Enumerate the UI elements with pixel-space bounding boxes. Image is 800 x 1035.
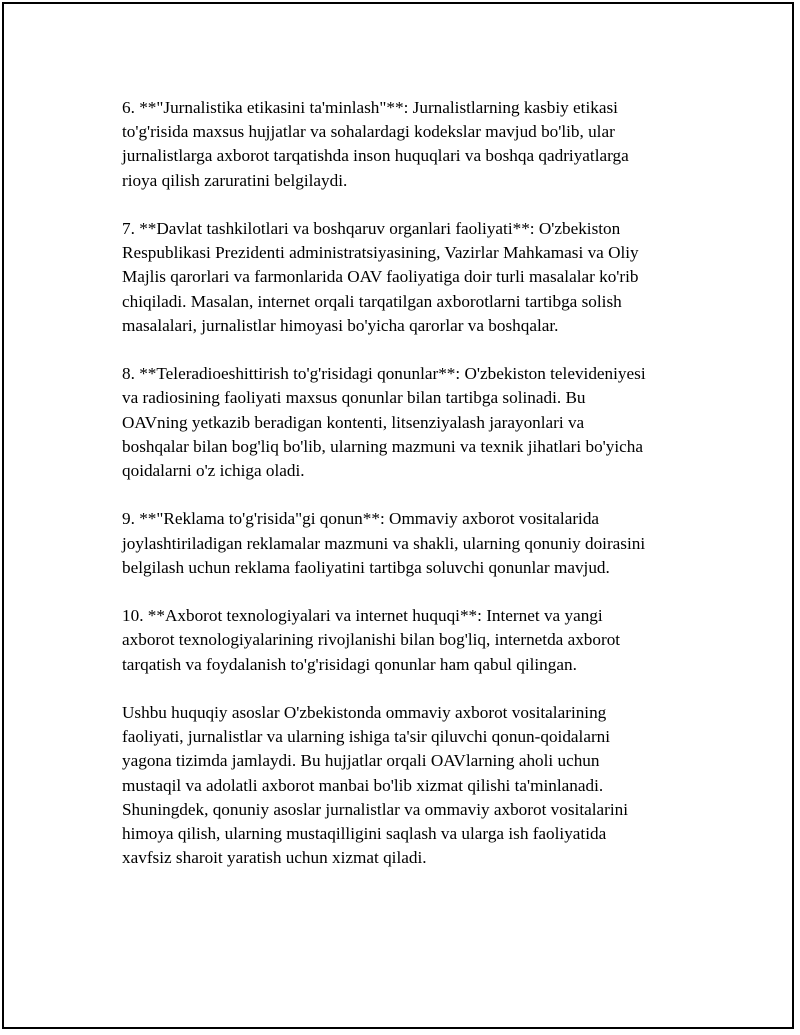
text-line: 7. **Davlat tashkilotlari va boshqaruv organlari faoliyati**: O'zbekiston xyxy=(122,219,621,238)
document-body xyxy=(122,96,692,895)
paragraph-item-6 xyxy=(122,96,692,193)
text-line: boshqalar bilan bog'liq bo'lib, ularning mazmuni va texnik jihatlari bo'yicha xyxy=(122,436,643,456)
text-line: joylashtiriladigan reklamalar mazmuni va shakli, ularning qonuniy doirasini xyxy=(122,533,646,553)
paragraph-item-7 xyxy=(122,217,692,338)
page-frame xyxy=(2,2,794,1029)
text-line: Majlis qarorlari va farmonlarida OAV faoliyatiga doir turli masalalar ko'rib xyxy=(122,267,639,287)
text-line: 6. **"Jurnalistika etikasini ta'minlash"**: Jurnalistlarning kasbiy etikasi xyxy=(122,98,618,117)
text-line: mustaqil va adolatli axborot manbai bo'lib xizmat qilishi ta'minlanadi. xyxy=(122,775,604,795)
text-line: tarqatish va foydalanish to'g'risidagi qonunlar ham qabul qilingan. xyxy=(122,654,577,674)
text-line: va radiosining faoliyati maxsus qonunlar bilan tartibga solinadi. Bu xyxy=(122,388,586,408)
paragraph-item-9 xyxy=(122,507,692,580)
text-line: to'g'risida maxsus hujjatlar va sohalardagi kodekslar mavjud bo'lib, ular xyxy=(122,122,615,142)
text-line: 8. **Teleradioeshittirish to'g'risidagi qonunlar**: O'zbekiston televideniyesi xyxy=(122,364,646,384)
text-line: Shuningdek, qonuniy asoslar jurnalistlar va ommaviy axborot vositalarini xyxy=(122,799,628,819)
text-line: yagona tizimda jamlaydi. Bu hujjatlar orqali OAVlarning aholi uchun xyxy=(122,751,600,771)
text-line: rioya qilish zaruratini belgilaydi. xyxy=(122,170,348,190)
text-line: 10. **Axborot texnologiyalari va internet huquqi**: Internet va yangi xyxy=(122,606,603,626)
text-line: xavfsiz sharoit yaratish uchun xizmat qiladi. xyxy=(122,848,427,868)
text-line: qoidalarni o'z ichiga oladi. xyxy=(122,461,305,481)
text-line: masalalari, jurnalistlar himoyasi bo'yicha qarorlar va boshqalar. xyxy=(122,315,559,335)
paragraph-item-10 xyxy=(122,604,692,677)
text-line: himoya qilish, ularning mustaqilligini saqlash va ularga ish faoliyatida xyxy=(122,824,607,844)
paragraph-item-8 xyxy=(122,362,692,483)
text-line: axborot texnologiyalarining rivojlanishi bilan bog'liq, internetda axborot xyxy=(122,630,621,650)
text-line: jurnalistlarga axborot tarqatishda inson huquqlari va boshqa qadriyatlarga xyxy=(122,146,629,166)
text-line: faoliyati, jurnalistlar va ularning ishiga ta'sir qiluvchi qonun-qoidalarni xyxy=(122,727,611,747)
text-line: Ushbu huquqiy asoslar O'zbekistonda ommaviy axborot vositalarining xyxy=(122,703,607,722)
text-line: Respublikasi Prezidenti administratsiyasining, Vazirlar Mahkamasi va Oliy xyxy=(122,243,639,263)
paragraph-conclusion xyxy=(122,701,692,870)
text-line: 9. **"Reklama to'g'risida"gi qonun**: Ommaviy axborot vositalarida xyxy=(122,509,600,529)
text-line: belgilash uchun reklama faoliyatini tartibga soluvchi qonunlar mavjud. xyxy=(122,557,610,577)
text-line: chiqiladi. Masalan, internet orqali tarqatilgan axborotlarni tartibga solish xyxy=(122,291,622,311)
text-line: OAVning yetkazib beradigan kontenti, litsenziyalash jarayonlari va xyxy=(122,412,585,432)
